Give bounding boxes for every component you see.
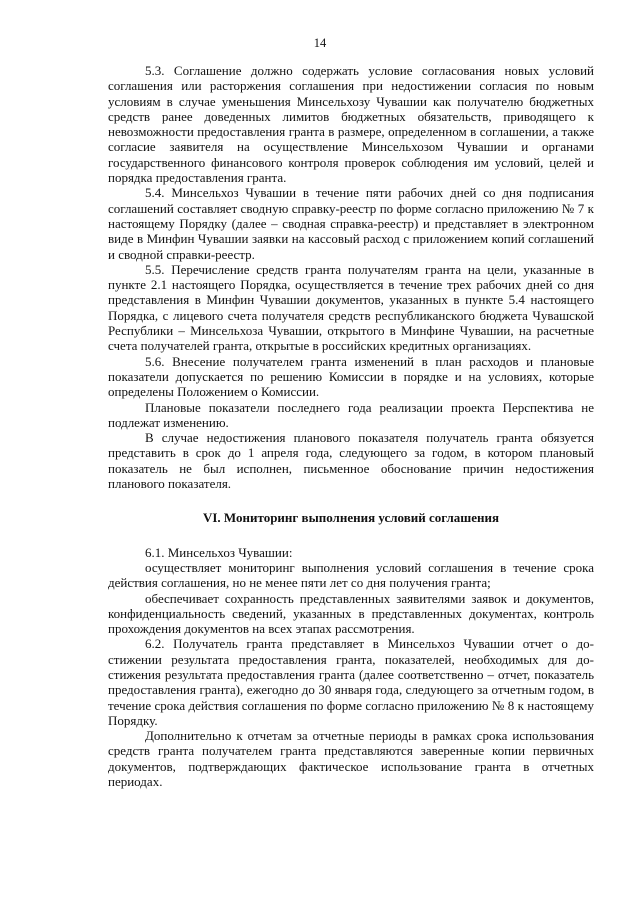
- document-body: [108, 63, 594, 789]
- paragraph-6-2: 6.2. Получатель гранта представляет в Минсельхоз Чувашии отчет о достижении результата предоставления гранта, показателей, необходимых для достижения результата предоставления гранта (далее соответственно – отчет, показатель предоставления гранта), ежегодно до 30 января года, следующего за отчетным годом, в течение срока действия соглашения по форме согласно приложению № 8 к настоящему Порядку.: [108, 636, 594, 728]
- paragraph-6-1: 6.1. Минсельхоз Чувашии:: [145, 544, 293, 560]
- paragraph-safekeeping: обеспечивает сохранность представленных заявителями заявок и документов, конфиденциальность сведений, указанных в представленных документах, контроль прохождения документов на всех этапах рассмотрения.: [108, 590, 594, 637]
- page-number: 14: [313, 36, 327, 50]
- paragraph-5-5: 5.5. Перечисление средств гранта получателям гранта на цели, указанные в пункте 2.1 настоящего Порядка, осуществляется в течение трех рабочих дней со дня представления в Минфин Чувашии документов, указанных в пункте 5.4 настоящего Порядка, с лицевого счета получателя средств республиканского бюджета Чувашской Республики – Минсельхоза Чувашии, открытого в Минфине Чувашии, на расчетные счета получателей гранта, открытые в российских кредитных организациях.: [108, 261, 594, 354]
- section-heading: VI. Мониторинг выполнения условий соглашения: [202, 510, 500, 526]
- paragraph-additional-reports: Дополнительно к отчетам за отчетные периоды в рамках срока использования средств гранта получателем гранта представляются заверенные копии первичных документов, подтверждающих фактическое использование гранта в отчетных периодах.: [108, 728, 594, 790]
- paragraph-5-3: 5.3. Соглашение должно содержать условие согласования новых условий соглашения или расторжения соглашения при недостижении согласия по новым условиям в случае уменьшения Минсельхозу Чувашии как получателю бюджетных средств ранее доведенных лимитов бюджетных обязательств, приводящего к невозможности предоставления гранта в размере, определенном в соглашении, а также согласие заявителя на осуществление Минсельхозом Чувашии и органами государственного финансового контроля проверок соблюдения им условий, целей и порядка предоставления гранта.: [108, 63, 594, 186]
- paragraph-non-achievement: В случае недостижения планового показателя получатель гранта обязуется представить в срок до 1 апреля года, следующего за годом, в котором плановый показатель не был исполнен, письменное обоснование причин недостижения планового показателя.: [108, 430, 594, 492]
- paragraph-5-4: 5.4. Минсельхоз Чувашии в течение пяти рабочих дней со дня подписания соглашений составляет сводную справку-реестр по форме согласно приложению № 7 к настоящему Порядку (далее – сводная справка-реестр) и представляет в электронном виде в Минфин Чувашии заявки на кассовый расход с приложением копий соглашений и сводной справки-реестр.: [108, 185, 594, 262]
- paragraph-5-6: 5.6. Внесение получателем гранта изменений в план расходов и плановые показатели допускается по решению Комиссии в порядке и на условиях, которые определены Положением о Комиссии.: [108, 353, 594, 400]
- paragraph-monitoring: осуществляет мониторинг выполнения условий соглашения в течение срока действия соглашения, но не менее пяти лет со дня получения гранта;: [108, 559, 594, 591]
- paragraph-plan-indicators: Плановые показатели последнего года реализации проекта Перспектива не подлежат изменению.: [108, 399, 594, 430]
